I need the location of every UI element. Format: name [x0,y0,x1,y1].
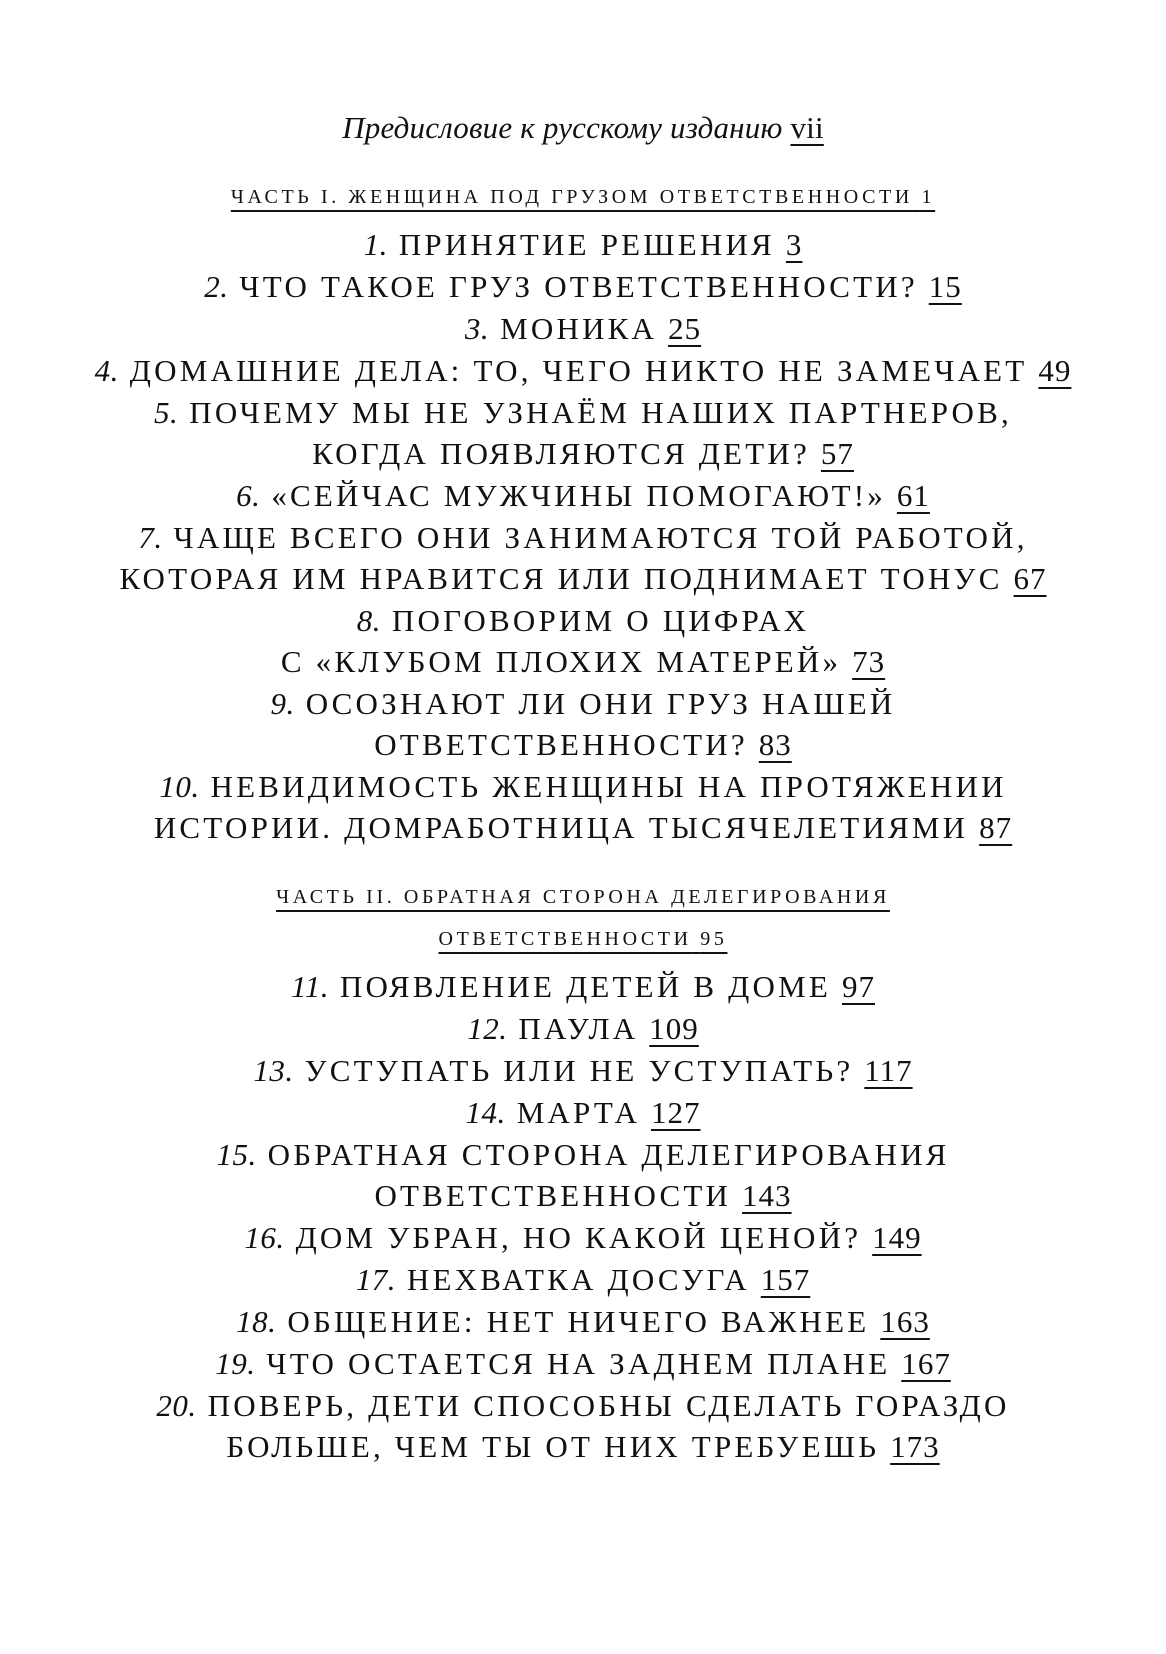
toc-entry-line [0,1134,1166,1175]
toc-entry [0,600,1166,682]
chapter-number: 9. [270,686,295,721]
chapter-number: 8. [356,603,381,638]
chapter-number: 3. [464,311,490,346]
chapter-title: МОНИКА [500,311,658,346]
chapter-page-number: 67 [1013,561,1047,596]
toc-entry [0,1050,1166,1091]
chapter-title: НЕВИДИМОСТЬ ЖЕНЩИНЫ НА ПРОТЯЖЕНИИ [210,769,1007,804]
toc-entry [0,1301,1166,1342]
chapter-title: ОСОЗНАЮТ ЛИ ОНИ ГРУЗ НАШЕЙ [305,686,896,721]
chapter-title: С «КЛУБОМ ПЛОХИХ МАТЕРЕЙ» [280,644,842,679]
toc-entry-line [0,766,1166,807]
part-heading [0,176,1166,218]
chapter-page-number: 87 [979,810,1013,845]
chapter-title: НЕХВАТКА ДОСУГА [406,1262,750,1297]
part-heading-text: ЧАСТЬ I. ЖЕНЩИНА ПОД ГРУЗОМ ОТВЕТСТВЕННОСТИ [230,186,913,208]
chapter-number: 4. [94,353,119,388]
chapter-title: ПАУЛА [518,1011,639,1046]
chapter-title: КОТОРАЯ ИМ НРАВИТСЯ ИЛИ ПОДНИМАЕТ ТОНУС [119,561,1003,596]
chapter-title: ОТВЕТСТВЕННОСТИ? [374,727,748,762]
preface-title: Предисловие к русскому изданию [342,110,783,145]
chapter-number: 18. [236,1304,277,1339]
preface-entry [0,106,1166,150]
chapter-page-number: 143 [742,1178,792,1213]
toc-entry-line [0,966,1166,1007]
toc-entry-line [0,517,1166,558]
chapter-title: ДОМАШНИЕ ДЕЛА: ТО, ЧЕГО НИКТО НЕ ЗАМЕЧАЕТ [129,353,1028,388]
chapter-number: 7. [138,520,163,555]
chapter-page-number: 163 [880,1304,930,1339]
part-heading-line [0,918,1166,960]
toc-entry [0,1134,1166,1216]
toc-entry-line [0,1008,1166,1049]
chapter-page-number: 149 [872,1220,922,1255]
chapter-title: ЧАЩЕ ВСЕГО ОНИ ЗАНИМАЮТСЯ ТОЙ РАБОТОЙ, [173,520,1028,555]
toc-entry-line [0,1217,1166,1258]
table-of-contents [0,106,1166,1467]
toc-entry-line [0,308,1166,349]
toc-entry-line [0,724,1166,765]
toc-entry [0,308,1166,349]
part-heading-line [0,876,1166,918]
chapter-page-number: 127 [651,1095,701,1130]
chapter-page-number: 49 [1038,353,1072,388]
toc-entry-line [0,683,1166,724]
toc-entry [0,1343,1166,1384]
chapter-title: ПРИНЯТИЕ РЕШЕНИЯ [398,227,775,262]
toc-entry-line [0,1259,1166,1300]
toc-entry-line [0,558,1166,599]
chapter-page-number: 83 [758,727,792,762]
toc-entry-line [0,641,1166,682]
toc-parts [0,176,1166,1467]
chapter-title: ПОЯВЛЕНИЕ ДЕТЕЙ В ДОМЕ [339,969,832,1004]
toc-entry [0,517,1166,599]
toc-entry [0,350,1166,391]
chapter-title: МАРТА [516,1095,641,1130]
toc-entry-line [0,1092,1166,1133]
chapter-title: ПОЧЕМУ МЫ НЕ УЗНАЁМ НАШИХ ПАРТНЕРОВ, [189,395,1012,430]
part-heading-text: ОТВЕТСТВЕННОСТИ [438,928,692,950]
toc-entry [0,266,1166,307]
chapter-title: ПОГОВОРИМ О ЦИФРАХ [391,603,810,638]
toc-entry [0,475,1166,516]
toc-entry-line [0,807,1166,848]
toc-entry-line [0,392,1166,433]
toc-entry [0,392,1166,474]
chapter-page-number: 61 [896,478,930,513]
chapter-number: 14. [465,1095,506,1130]
chapter-title: ОТВЕТСТВЕННОСТИ [374,1178,732,1213]
chapter-number: 10. [159,769,200,804]
toc-entry-line [0,600,1166,641]
part-page-number: 1 [921,186,936,208]
chapter-number: 1. [363,227,388,262]
part-heading-line [231,186,935,208]
toc-entry-line [0,1343,1166,1384]
toc-entry [0,766,1166,848]
toc-entry-line [0,266,1166,307]
chapter-title: ЧТО ОСТАЕТСЯ НА ЗАДНЕМ ПЛАНЕ [266,1346,891,1381]
toc-entry-line [0,433,1166,474]
toc-entry-line [0,1426,1166,1467]
chapter-title: ОБЩЕНИЕ: НЕТ НИЧЕГО ВАЖНЕЕ [287,1304,870,1339]
toc-entry-line [0,1050,1166,1091]
chapter-number: 17. [355,1262,396,1297]
toc-entry-line [0,350,1166,391]
chapter-title: ДОМ УБРАН, НО КАКОЙ ЦЕНОЙ? [295,1220,862,1255]
chapter-page-number: 173 [890,1429,940,1464]
chapter-number: 19. [215,1346,256,1381]
preface-page-number: vii [790,110,824,145]
chapter-title: ПОВЕРЬ, ДЕТИ СПОСОБНЫ СДЕЛАТЬ ГОРАЗДО [207,1388,1010,1423]
part-heading [0,876,1166,960]
toc-entry-line [0,224,1166,265]
toc-entry-line [0,1175,1166,1216]
chapter-page-number: 109 [649,1011,699,1046]
chapter-page-number: 157 [760,1262,811,1297]
chapter-page-number: 3 [785,227,803,262]
chapter-title: «СЕЙЧАС МУЖЧИНЫ ПОМОГАЮТ!» [271,478,886,513]
chapter-title: КОГДА ПОЯВЛЯЮТСЯ ДЕТИ? [312,436,810,471]
chapter-page-number: 117 [864,1053,913,1088]
chapter-page-number: 57 [820,436,854,471]
chapter-page-number: 97 [841,969,875,1004]
chapter-number: 16. [244,1220,285,1255]
chapter-title: БОЛЬШЕ, ЧЕМ ТЫ ОТ НИХ ТРЕБУЕШЬ [226,1429,880,1464]
part-heading-text: ЧАСТЬ II. ОБРАТНАЯ СТОРОНА ДЕЛЕГИРОВАНИЯ [276,886,890,908]
chapter-number: 6. [236,478,261,513]
toc-entry [0,1092,1166,1133]
chapter-page-number: 167 [901,1346,951,1381]
chapter-page-number: 73 [852,644,886,679]
toc-entry-line [0,475,1166,516]
chapter-title: УСТУПАТЬ ИЛИ НЕ УСТУПАТЬ? [304,1053,854,1088]
toc-entry [0,1385,1166,1467]
chapter-number: 15. [216,1137,257,1172]
toc-entry [0,683,1166,765]
chapter-number: 13. [253,1053,294,1088]
toc-entry [0,1259,1166,1300]
chapter-number: 5. [154,395,179,430]
chapter-number: 12. [467,1011,508,1046]
chapter-title: ИСТОРИИ. ДОМРАБОТНИЦА ТЫСЯЧЕЛЕТИЯМИ [153,810,969,845]
toc-entry-line [0,1301,1166,1342]
chapter-number: 11. [291,969,329,1004]
toc-entry [0,224,1166,265]
chapter-number: 20. [156,1388,197,1423]
toc-entry [0,966,1166,1007]
toc-entry [0,1008,1166,1049]
part-page-number: 95 [700,928,728,950]
chapter-title: ОБРАТНАЯ СТОРОНА ДЕЛЕГИРОВАНИЯ [267,1137,950,1172]
chapter-page-number: 25 [668,311,702,346]
toc-entry [0,1217,1166,1258]
chapter-title: ЧТО ТАКОЕ ГРУЗ ОТВЕТСТВЕННОСТИ? [239,269,918,304]
chapter-page-number: 15 [928,269,962,304]
toc-entry-line [0,1385,1166,1426]
chapter-number: 2. [204,269,229,304]
